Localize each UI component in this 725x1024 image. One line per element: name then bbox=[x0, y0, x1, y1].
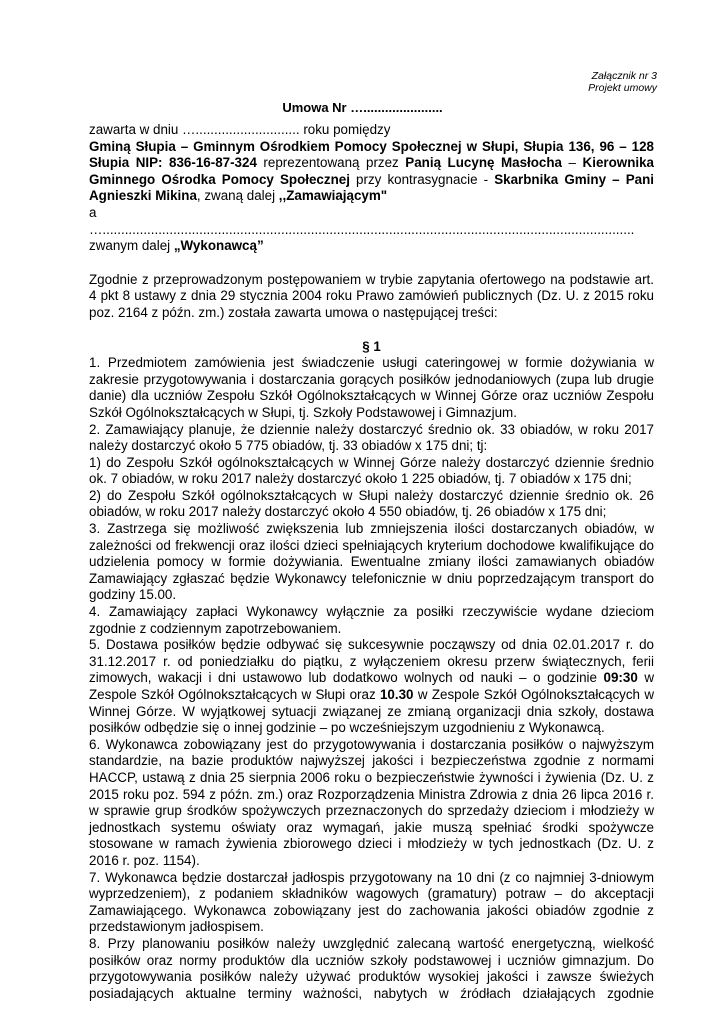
document-body bbox=[89, 122, 654, 1002]
called-text: , zwaną dalej bbox=[196, 188, 279, 204]
contract-title: Umowa Nr …...................... bbox=[282, 100, 443, 115]
delivery-time-winna-gora: 10.30 bbox=[379, 687, 414, 702]
clause-5-text-a: 5. Dostawa posiłków będzie odbywać się sukcesywnie począwszy od dnia 02.01.2017 r. do 31.12.2017 r. od poniedziałku do piątku, z wyłączeniem okresu przerw świątecznych, ferii zimowych, wakacji i dni ustawowo lub dodatkowo wolnych od nauki – o godzinie bbox=[89, 637, 654, 686]
client-name: Gminą Słupia – Gminnym Ośrodkiem Pomocy Społecznej w Słupi, Słupia 136, 96 – 128 Słupia NIP: 836-16-87-324 bbox=[89, 138, 654, 171]
annex-number: Załącznik nr 3 bbox=[591, 70, 657, 82]
clause-4: 4. Zamawiający zapłaci Wykonawcy wyłącznie za posiłki rzeczywiście wydane dzieciom zgodnie z codziennym zapotrzebowaniem. bbox=[89, 604, 654, 636]
client-alias: ,,Zamawiającym" bbox=[278, 188, 388, 204]
clause-2-point-1: 1) do Zespołu Szkół ogólnokształcących w Winnej Górze należy dostarczyć dziennie średnio ok. 7 obiadów, w roku 2017 należy dostarczyć około 1 225 obiadów, tj. 7 obiadów x 175 dni; bbox=[89, 454, 654, 487]
client-represented-by: reprezentowaną przez bbox=[256, 155, 406, 171]
client-treasurer: Skarbnika Gminy – Pani Agnieszki Mikina bbox=[89, 171, 654, 204]
annex-label bbox=[457, 70, 657, 94]
clause-2-point-2: 2) do Zespołu Szkół ogólnokształcących w Słupi należy dostarczyć dziennie średnio ok. 26 obiadów, w roku 2017 należy dostarczyć około 4 550 obiadów, tj. 26 obiadów x 175 dni; bbox=[89, 487, 654, 520]
client-role: Kierownika Gminnego Ośrodka Pomocy Społecznej bbox=[89, 155, 654, 187]
concluded-line bbox=[89, 122, 654, 139]
contractor-alias: „Wykonawcą” bbox=[173, 238, 264, 254]
section-heading: § 1 bbox=[362, 338, 381, 354]
clause-1: 1. Przedmiotem zamówienia jest świadczenie usługi cateringowej w formie dożywiania w zakresie przygotowywania i dostarczania gorących posiłków jednodaniowych (zupa lub drugie danie) dla uczniów Zespołu Szkół Ogólnokształcących w Winnej Górze oraz uczniów Zespołu Szkół Ogólnokształcących w Słupi, tj. Szkoły Podstawowej i Gimnazjum. bbox=[89, 355, 654, 420]
client-person: Panią Lucynę Masłocha bbox=[405, 155, 563, 171]
annex-subtitle: Projekt umowy bbox=[588, 82, 657, 94]
and-text: a bbox=[89, 204, 97, 220]
clause-8: 8. Przy planowaniu posiłków należy uwzględnić zalecaną wartość energetyczną, wielkość posiłków oraz normy produktów dla uczniów szkoły podstawowej i uczniów gimnazjum. Do przygotowywania posiłków należy używać produktów wysokiej jakości i zawsze świeżych posiadających aktualne terminy ważności, nabytych w źródłach działających zgodnie bbox=[89, 935, 654, 1001]
clause-7: 7. Wykonawca będzie dostarczał jadłospis przygotowany na 10 dni (z co najmniej 3-dniowym wyprzedzeniem), z podaniem składników wagowych (gramatury) potraw – do akceptacji Zamawiającego. Wykonawca zobowiązany jest do zachowania jakości obiadów zgodnie z przedstawionym jadłospisem. bbox=[89, 869, 654, 935]
concluded-date-blank: zawarta w dniu …............................ bbox=[89, 122, 300, 137]
contractor-blank-line: …............................................................................................................................................... bbox=[89, 221, 635, 237]
called-contractor-text: zwanym dalej bbox=[89, 238, 174, 254]
concluded-suffix: roku pomiędzy bbox=[299, 122, 391, 137]
clause-5-text-b: w Zespole Szkół Ogólnokształcących w Słupi oraz bbox=[89, 670, 654, 702]
clause-5-text-c: w Zespole Szkół Ogólnokształcących w Winnej Górze. W wyjątkowej sytuacji związanej ze zmianą organizacji dnia szkoły, dostawa posiłków odbędzie się o innej godzinie – po wcześniejszym uzgodnieniu z Wykonawcą. bbox=[89, 687, 654, 736]
clause-3: 3. Zastrzega się możliwość zwiększenia lub zmniejszenia ilości dostarczanych obiadów, w zależności od frekwencji oraz ilości dzieci spełniających kryterium dochodowe kwalifikujące do udzielenia pomocy w formie dożywiania. Ewentualne zmiany ilości zamawianych obiadów Zamawiający zgłaszać będzie Wykonawcy telefonicznie w dniu poprzedzającym transport do godziny 15.00. bbox=[89, 521, 654, 603]
contractor-alias-line bbox=[89, 238, 654, 255]
countersign-text: przy kontrasygnacie - bbox=[349, 171, 495, 187]
preamble: Zgodnie z przeprowadzonym postępowaniem w trybie zapytania ofertowego na podstawie art. 4 pkt 8 ustawy z dnia 29 stycznia 2004 roku Prawo zamówień publicznych (Dz. U. z 2015 roku poz. 2164 z późn. zm.) została zawarta umowa o następującej treści: bbox=[89, 271, 654, 320]
party-client bbox=[89, 139, 654, 205]
dash: – bbox=[562, 155, 583, 171]
clause-5 bbox=[89, 637, 654, 737]
clause-2: 2. Zamawiający planuje, że dziennie należy dostarczyć średnio ok. 33 obiadów, w roku 2017 należy dostarczyć około 5 775 obiadów, tj. 33 obiadów x 175 dni; tj: bbox=[89, 421, 654, 454]
delivery-time-slupia: 09:30 bbox=[603, 670, 638, 686]
clause-6: 6. Wykonawca zobowiązany jest do przygotowywania i dostarczania posiłków o najwyższym standardzie, na bazie produktów najwyższej jakości i bezpieczeństwa zgodnie z normami HACCP, ustawą z dnia 25 sierpnia 2006 roku o bezpieczeństwie żywności i żywienia (Dz. U. z 2015 roku poz. 594 z późn. zm.) oraz Rozporządzenia Ministra Zdrowia z dnia 26 lipca 2016 r. w sprawie grup środków spożywczych przeznaczonych do sprzedaży dzieciom i młodzieży w jednostkach systemu oświaty oraz wymagań, jakie muszą spełniać środki spożywcze stosowane w ramach żywienia zbiorowego dzieci i młodzieży w tych jednostkach (Dz. U. z 2016 r. poz. 1154). bbox=[89, 736, 654, 868]
